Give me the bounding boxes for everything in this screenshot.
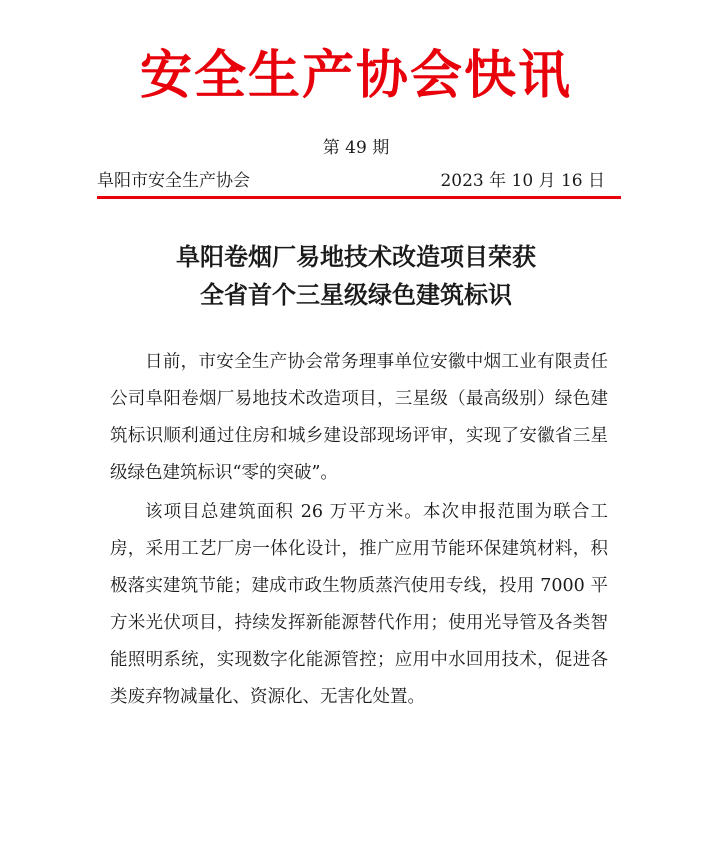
publisher-name: 阜阳市安全生产协会: [97, 171, 250, 191]
header-divider: [97, 196, 621, 199]
publish-date: 2023 年 10 月 16 日: [440, 171, 605, 191]
headline-line-1: 阜阳卷烟厂易地技术改造项目荣获: [176, 243, 536, 271]
masthead-title: 安全生产协会快讯: [139, 45, 572, 106]
meta-row: [97, 168, 605, 194]
body-paragraph: 该项目总建筑面积 26 万平方米。本次申报范围为联合工房，采用工艺厂房一体化设计，推广应用节能环保建筑材料，积极落实建筑节能；建成市政生物质蒸汽使用专线，投用 7000 平方米光伏项目，持续发挥新能源替代作用；使用光导管及各类智能照明系统，实现数字化能源管控；应用中水回用技术，促进各类废弃物减量化、资源化、无害化处置。: [110, 502, 608, 707]
article-body: [110, 344, 608, 718]
body-paragraph: 日前，市安全生产协会常务理事单位安徽中烟工业有限责任公司阜阳卷烟厂易地技术改造项目，三星级（最高级别）绿色建筑标识顺利通过住房和城乡建设部现场评审，实现了安徽省三星级绿色建筑标识“零的突破”。: [110, 352, 608, 483]
issue-number: 第 49 期: [322, 138, 390, 158]
headline-line-2: 全省首个三星级绿色建筑标识: [200, 281, 512, 309]
article-headline: [0, 238, 712, 314]
